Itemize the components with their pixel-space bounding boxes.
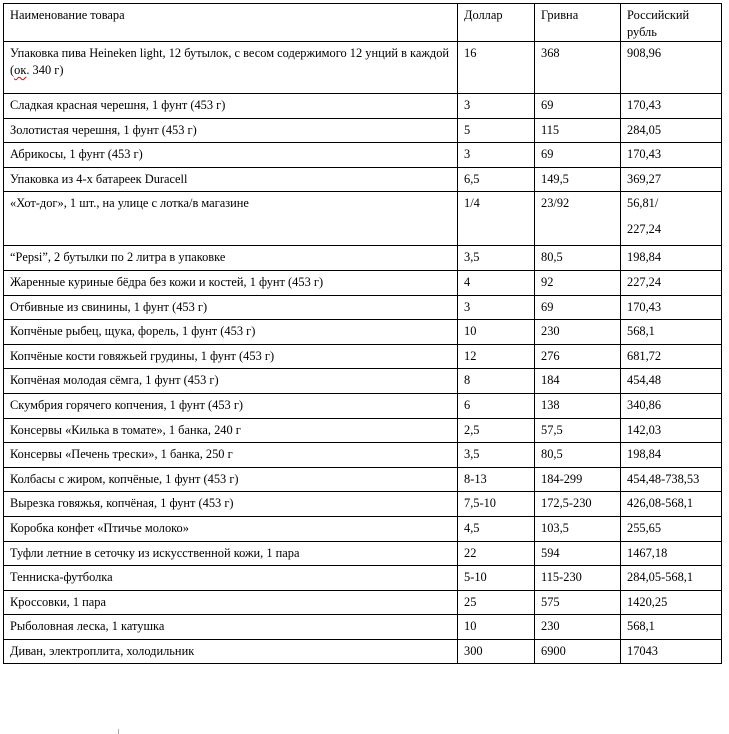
- cell-ruble: 198,84: [621, 246, 722, 271]
- cell-ruble: 454,48-738,53: [621, 467, 722, 492]
- cell-product-name: Колбасы с жиром, копчёные, 1 фунт (453 г): [4, 467, 458, 492]
- cell-ruble: [621, 192, 722, 246]
- cell-product-name: Туфли летние в сеточку из искусственной кожи, 1 пара: [4, 541, 458, 566]
- cell-product-name: Скумбрия горячего копчения, 1 фунт (453 г): [4, 393, 458, 418]
- cell-dollar: 3,5: [458, 443, 535, 468]
- cell-product-name: Рыболовная леска, 1 катушка: [4, 615, 458, 640]
- cell-product-name: [4, 42, 458, 94]
- cell-product-name: Кроссовки, 1 пара: [4, 590, 458, 615]
- table-row: [4, 42, 722, 94]
- table-row: [4, 492, 722, 517]
- cell-ruble: 255,65: [621, 516, 722, 541]
- cell-product-name: Копчёные рыбец, щука, форель, 1 фунт (453 г): [4, 320, 458, 345]
- table-row: [4, 192, 722, 246]
- cell-hryvnia: 57,5: [535, 418, 621, 443]
- cell-ruble: 908,96: [621, 42, 722, 94]
- cell-dollar: 8: [458, 369, 535, 394]
- table-row: [4, 615, 722, 640]
- table-row: [4, 167, 722, 192]
- cell-hryvnia: 115: [535, 118, 621, 143]
- cell-ruble: 284,05-568,1: [621, 566, 722, 591]
- cell-hryvnia: 172,5-230: [535, 492, 621, 517]
- cell-hryvnia: 69: [535, 143, 621, 168]
- cell-hryvnia: 368: [535, 42, 621, 94]
- ruble-line-2: 227,24: [627, 222, 662, 237]
- cell-hryvnia: 230: [535, 320, 621, 345]
- header-ruble: Российский рубль: [621, 4, 722, 42]
- cell-product-name: Абрикосы, 1 фунт (453 г): [4, 143, 458, 168]
- cell-hryvnia: 184-299: [535, 467, 621, 492]
- cell-ruble: 568,1: [621, 320, 722, 345]
- table-row: [4, 369, 722, 394]
- cell-dollar: 22: [458, 541, 535, 566]
- table-row: [4, 118, 722, 143]
- name-part: . 340 г): [26, 63, 64, 77]
- cell-product-name: Вырезка говяжья, копчёная, 1 фунт (453 г): [4, 492, 458, 517]
- table-row: [4, 295, 722, 320]
- header-product-name: Наименование товара: [4, 4, 458, 42]
- cell-ruble: 142,03: [621, 418, 722, 443]
- cell-ruble: 170,43: [621, 143, 722, 168]
- cell-ruble: 568,1: [621, 615, 722, 640]
- cell-product-name: Консервы «Печень трески», 1 банка, 250 г: [4, 443, 458, 468]
- cell-hryvnia: 69: [535, 94, 621, 119]
- ruble-line-1: 56,81/: [627, 196, 659, 211]
- cell-ruble: 454,48: [621, 369, 722, 394]
- cell-hryvnia: 69: [535, 295, 621, 320]
- cell-hryvnia: 230: [535, 615, 621, 640]
- cell-dollar: 10: [458, 320, 535, 345]
- spellcheck-word: ок: [14, 63, 27, 77]
- cell-hryvnia: 6900: [535, 639, 621, 664]
- cell-ruble: 1420,25: [621, 590, 722, 615]
- table-row: [4, 344, 722, 369]
- cell-ruble: 170,43: [621, 295, 722, 320]
- name-part: Упаковка пива Heineken light, 12 бутылок, с весом содержимого 12 унций в каждой (: [10, 46, 450, 77]
- table-row: [4, 639, 722, 664]
- cell-product-name: Жаренные куриные бёдра без кожи и костей, 1 фунт (453 г): [4, 270, 458, 295]
- table-row: [4, 467, 722, 492]
- cell-dollar: 3,5: [458, 246, 535, 271]
- cell-product-name: «Хот-дог», 1 шт., на улице с лотка/в магазине: [4, 192, 458, 246]
- cell-dollar: 6: [458, 393, 535, 418]
- cell-ruble: 340,86: [621, 393, 722, 418]
- cell-hryvnia: 80,5: [535, 443, 621, 468]
- cell-dollar: 12: [458, 344, 535, 369]
- cell-ruble: 681,72: [621, 344, 722, 369]
- cell-ruble: 284,05: [621, 118, 722, 143]
- table-row: [4, 443, 722, 468]
- cell-ruble: 227,24: [621, 270, 722, 295]
- cell-dollar: 10: [458, 615, 535, 640]
- cell-product-name: Копчёные кости говяжьей грудины, 1 фунт (453 г): [4, 344, 458, 369]
- cell-dollar: 7,5-10: [458, 492, 535, 517]
- cell-product-name: Отбивные из свинины, 1 фунт (453 г): [4, 295, 458, 320]
- table-row: [4, 566, 722, 591]
- table-row: [4, 393, 722, 418]
- cell-hryvnia: 575: [535, 590, 621, 615]
- cell-ruble: 198,84: [621, 443, 722, 468]
- cell-product-name: Тенниска-футболка: [4, 566, 458, 591]
- price-comparison-table: [3, 3, 722, 664]
- cell-dollar: 3: [458, 295, 535, 320]
- cell-dollar: 16: [458, 42, 535, 94]
- table-row: [4, 541, 722, 566]
- cell-hryvnia: 276: [535, 344, 621, 369]
- cell-dollar: 5-10: [458, 566, 535, 591]
- cell-product-name: Упаковка из 4-х батареек Duracell: [4, 167, 458, 192]
- cell-dollar: 8-13: [458, 467, 535, 492]
- cell-ruble: 426,08-568,1: [621, 492, 722, 517]
- cell-product-name: “Pepsi”, 2 бутылки по 2 литра в упаковке: [4, 246, 458, 271]
- cell-product-name: Консервы «Килька в томате», 1 банка, 240 г: [4, 418, 458, 443]
- cell-product-name: Диван, электроплита, холодильник: [4, 639, 458, 664]
- cell-ruble: 369,27: [621, 167, 722, 192]
- table-row: [4, 516, 722, 541]
- cell-dollar: 3: [458, 94, 535, 119]
- cell-hryvnia: 23/92: [535, 192, 621, 246]
- cell-dollar: 5: [458, 118, 535, 143]
- table-header-row: [4, 4, 722, 42]
- cell-product-name: Копчёная молодая сёмга, 1 фунт (453 г): [4, 369, 458, 394]
- cell-product-name: Коробка конфет «Птичье молоко»: [4, 516, 458, 541]
- cell-hryvnia: 138: [535, 393, 621, 418]
- cell-product-name: Сладкая красная черешня, 1 фунт (453 г): [4, 94, 458, 119]
- cell-dollar: 25: [458, 590, 535, 615]
- table-row: [4, 94, 722, 119]
- table-row: [4, 590, 722, 615]
- header-hryvnia: Гривна: [535, 4, 621, 42]
- cell-dollar: 1/4: [458, 192, 535, 246]
- cell-hryvnia: 80,5: [535, 246, 621, 271]
- header-dollar: Доллар: [458, 4, 535, 42]
- cell-dollar: 4: [458, 270, 535, 295]
- table-row: [4, 320, 722, 345]
- cell-hryvnia: 103,5: [535, 516, 621, 541]
- text-cursor-marker: [118, 729, 119, 734]
- cell-dollar: 2,5: [458, 418, 535, 443]
- cell-ruble: 170,43: [621, 94, 722, 119]
- cell-hryvnia: 115-230: [535, 566, 621, 591]
- cell-dollar: 6,5: [458, 167, 535, 192]
- cell-ruble: 17043: [621, 639, 722, 664]
- table-row: [4, 270, 722, 295]
- cell-dollar: 4,5: [458, 516, 535, 541]
- cell-dollar: 3: [458, 143, 535, 168]
- cell-ruble: 1467,18: [621, 541, 722, 566]
- cell-hryvnia: 92: [535, 270, 621, 295]
- cell-hryvnia: 594: [535, 541, 621, 566]
- cell-hryvnia: 184: [535, 369, 621, 394]
- cell-hryvnia: 149,5: [535, 167, 621, 192]
- table-row: [4, 418, 722, 443]
- cell-product-name: Золотистая черешня, 1 фунт (453 г): [4, 118, 458, 143]
- table-row: [4, 246, 722, 271]
- table-row: [4, 143, 722, 168]
- cell-dollar: 300: [458, 639, 535, 664]
